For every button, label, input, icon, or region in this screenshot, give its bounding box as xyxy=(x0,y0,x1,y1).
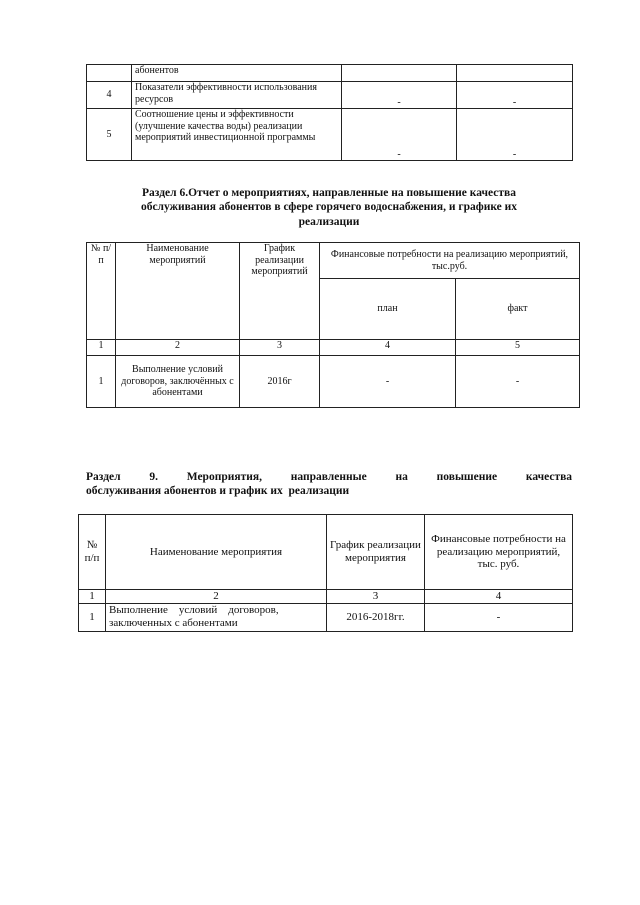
col-number: 1 xyxy=(87,340,116,356)
section9-title-line2: обслуживания абонентов и график их реализации xyxy=(86,485,350,498)
col-number: 3 xyxy=(240,340,320,356)
plan-cell xyxy=(342,65,457,82)
header-schedule: График реализации мероприятия xyxy=(327,515,425,590)
col-number: 3 xyxy=(327,590,425,604)
table-row xyxy=(79,604,573,632)
row-number: 5 xyxy=(87,109,132,161)
row-number: 1 xyxy=(87,356,116,408)
title-word: Раздел xyxy=(86,471,121,483)
title-word: Мероприятия, xyxy=(186,471,262,483)
header-fact: факт xyxy=(456,279,580,340)
section6-title-line3: реализации xyxy=(298,215,360,228)
header-finance: Финансовые потребности на реализацию мероприятий, тыс.руб. xyxy=(320,243,580,279)
fact-cell xyxy=(457,65,573,82)
title-word: 9. xyxy=(149,471,158,483)
title-word: направленные xyxy=(290,471,367,483)
row-number: 4 xyxy=(87,82,132,109)
header-name: Наименование мероприятия xyxy=(106,515,327,590)
header-name: Наименование мероприятий xyxy=(116,243,240,340)
col-number: 5 xyxy=(456,340,580,356)
row-schedule: 2016-2018гг. xyxy=(327,604,425,632)
row-name: Выполнение условий договоров, заключенных с абонентами xyxy=(106,604,327,632)
col-number: 4 xyxy=(320,340,456,356)
row-number: 1 xyxy=(79,604,106,632)
row-fact: - xyxy=(456,356,580,408)
section6-table xyxy=(86,242,580,408)
table-row xyxy=(87,356,580,408)
header-plan: план xyxy=(320,279,456,340)
table-row xyxy=(87,65,573,82)
column-number-row xyxy=(79,590,573,604)
header-num: № п/п xyxy=(87,243,116,340)
row-text: Соотношение цены и эффективности (улучшение качества воды) реализации мероприятий инвестиционной программы xyxy=(132,109,342,161)
row-text: Показатели эффективности использования ресурсов xyxy=(132,82,342,109)
header-schedule: График реализации мероприятий xyxy=(240,243,320,340)
row-number xyxy=(87,65,132,82)
row-finance: - xyxy=(425,604,573,632)
row-text: абонентов xyxy=(132,65,342,82)
section6-title-line2: обслуживания абонентов в сфере горячего водоснабжения, и графике их xyxy=(140,201,518,214)
row-plan: - xyxy=(320,356,456,408)
fact-cell: - xyxy=(457,82,573,109)
row-name: Выполнение условий договоров, заключённых с абонентами xyxy=(116,356,240,408)
col-number: 2 xyxy=(116,340,240,356)
section9-title-line1 xyxy=(86,470,572,484)
table-row xyxy=(87,82,573,109)
col-number: 2 xyxy=(106,590,327,604)
section9-title xyxy=(86,470,572,499)
row-schedule: 2016г xyxy=(240,356,320,408)
top-table xyxy=(86,64,573,161)
plan-cell: - xyxy=(342,82,457,109)
column-number-row xyxy=(87,340,580,356)
col-number: 4 xyxy=(425,590,573,604)
title-word: на xyxy=(395,471,408,483)
title-word: качества xyxy=(525,471,573,483)
col-number: 1 xyxy=(79,590,106,604)
title-word: повышение xyxy=(436,471,498,483)
fact-cell: - xyxy=(457,109,573,161)
section9-table xyxy=(78,514,573,632)
section6-title-line1: Раздел 6.Отчет о мероприятиях, направленные на повышение качества xyxy=(142,187,516,199)
header-finance: Финансовые потребности на реализацию мероприятий, тыс. руб. xyxy=(425,515,573,590)
section6-title xyxy=(86,186,572,229)
plan-cell: - xyxy=(342,109,457,161)
header-num: № п/п xyxy=(79,515,106,590)
table-row xyxy=(87,109,573,161)
